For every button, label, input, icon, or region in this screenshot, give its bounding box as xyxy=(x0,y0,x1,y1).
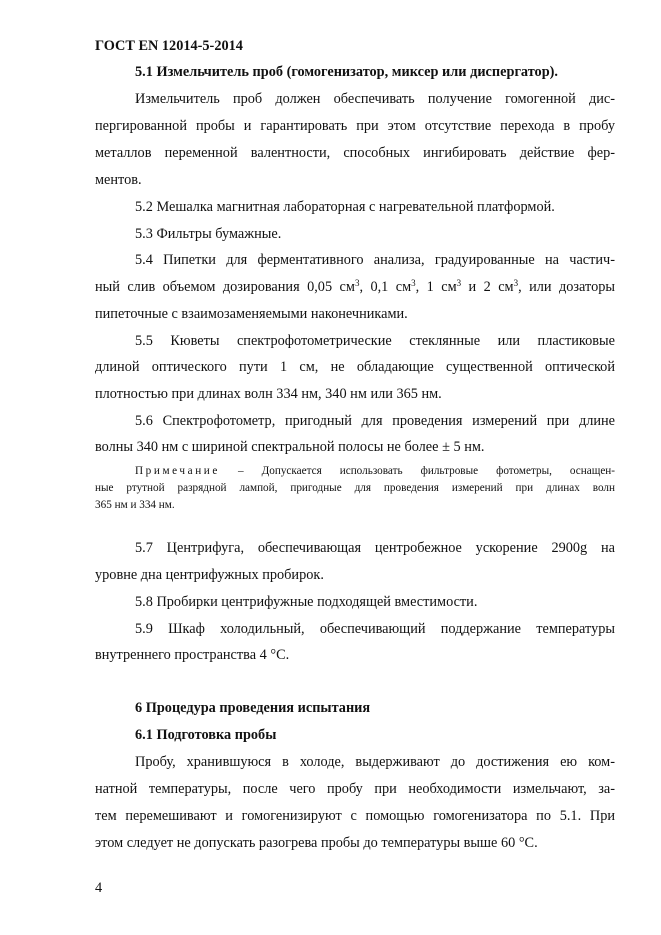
section-6-1-heading: 6.1 Подготовка пробы xyxy=(135,727,277,743)
section-5-6-line-2: волны 340 нм с шириной спектральной полосы не более ± 5 нм. xyxy=(95,439,485,455)
note-line-1: Примечание – Допускается использовать фильтровые фотометры, оснащен- xyxy=(135,465,615,477)
section-6-1-line-3: тем перемешивают и гомогенизируют с помощью гомогенизатора по 5.1. При xyxy=(95,808,615,824)
section-5-5-line-3: плотностью при длинах волн 334 нм, 340 нм или 365 нм. xyxy=(95,386,442,402)
section-5-5-line-1: 5.5 Кюветы спектрофотометрические стеклянные или пластиковые xyxy=(135,333,615,349)
section-5-1-line-3: металлов переменной валентности, способных ингибировать действие фер- xyxy=(95,145,615,161)
section-5-1-line-2: пергированной пробы и гарантировать при этом отсутствие перехода в пробу xyxy=(95,118,615,134)
note-label: Примечание xyxy=(135,465,220,477)
section-5-1-heading: 5.1 Измельчитель проб (гомогенизатор, миксер или диспергатор). xyxy=(135,64,558,80)
section-5-4-line-1: 5.4 Пипетки для ферментативного анализа, градуированные на частич- xyxy=(135,252,615,268)
section-5-1-line-1: Измельчитель проб должен обеспечивать получение гомогенной дис- xyxy=(135,91,615,107)
section-5-4-line-2: ный слив объемом дозирования 0,05 $см^3$, 0,1 $см^3$, 1 $см^3$ и 2 $см^3$, или дозаторы xyxy=(95,278,615,295)
section-6-1-line-4: этом следует не допускать разогрева пробы до температуры выше 60 °C. xyxy=(95,835,538,851)
note-line-3: 365 нм и 334 нм. xyxy=(95,499,175,511)
section-5-2-text: 5.2 Мешалка магнитная лабораторная с нагревательной платформой. xyxy=(135,199,555,215)
superscript-3: 3 xyxy=(456,278,462,288)
section-5-7-line-1: 5.7 Центрифуга, обеспечивающая центробежное ускорение 2900g на xyxy=(135,540,615,556)
section-5-4-line-3: пипеточные с взаимозаменяемыми наконечниками. xyxy=(95,306,408,322)
document-code-header: ГОСТ EN 12014-5-2014 xyxy=(95,38,243,54)
section-5-9-line-1: 5.9 Шкаф холодильный, обеспечивающий поддержание температуры xyxy=(135,621,615,637)
section-6-1-line-2: натной температуры, после чего пробу при необходимости измельчают, за- xyxy=(95,781,615,797)
superscript-3: 3 xyxy=(411,278,416,288)
section-5-6-line-1: 5.6 Спектрофотометр, пригодный для проведения измерений при длине xyxy=(135,413,615,429)
section-6-1-line-1: Пробу, хранившуюся в холоде, выдерживают до достижения ею ком- xyxy=(135,754,615,770)
section-5-5-line-2: длиной оптического пути 1 см, не обладающие существенной оптической xyxy=(95,359,615,375)
section-5-9-line-2: внутреннего пространства 4 °C. xyxy=(95,647,290,663)
section-5-1-line-4: ментов. xyxy=(95,172,142,188)
superscript-3: 3 xyxy=(513,278,519,288)
page-number: 4 xyxy=(95,880,103,896)
section-5-3-text: 5.3 Фильтры бумажные. xyxy=(135,226,282,242)
superscript-3: 3 xyxy=(354,278,360,288)
section-6-heading: 6 Процедура проведения испытания xyxy=(135,700,371,716)
section-5-8-text: 5.8 Пробирки центрифужные подходящей вместимости. xyxy=(135,594,478,610)
section-5-7-line-2: уровне дна центрифужных пробирок. xyxy=(95,567,324,583)
note-line-2: ные ртутной разрядной лампой, пригодные для проведения измерений при длинах волн xyxy=(95,482,615,494)
